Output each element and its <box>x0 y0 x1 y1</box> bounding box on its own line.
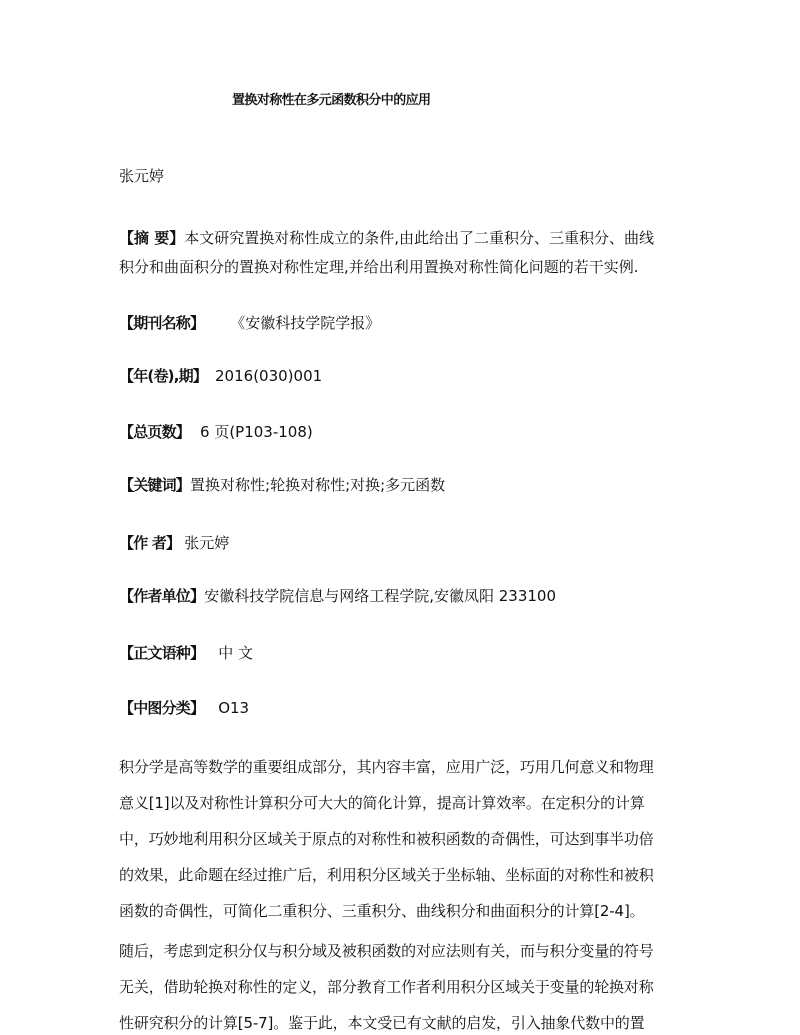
meta-keywords <box>119 474 445 495</box>
meta-classification <box>119 697 249 718</box>
meta-language <box>119 642 253 663</box>
body-line: 随后，考虑到定积分仅与积分域及被积函数的对应法则有关，而与积分变量的符号 <box>119 942 654 960</box>
meta-value: 张元婷 <box>184 534 230 552</box>
abstract-line <box>119 224 689 253</box>
meta-label: 【总页数】 <box>119 423 191 441</box>
abstract-section <box>119 224 689 282</box>
meta-author <box>119 532 229 553</box>
meta-affiliation <box>119 585 556 606</box>
meta-label: 【正文语种】 <box>119 644 205 662</box>
meta-value: 安徽科技学院信息与网络工程学院,安徽凤阳 233100 <box>204 587 557 605</box>
meta-label: 【作者单位】 <box>119 587 205 605</box>
meta-year-volume-issue <box>119 365 322 386</box>
meta-label: 【关键词】 <box>119 476 191 494</box>
meta-label: 【年(卷),期】 <box>119 367 208 385</box>
body-paragraph <box>119 752 691 932</box>
meta-value: 《安徽科技学院学报》 <box>230 314 381 332</box>
meta-value: 2016(030)001 <box>215 367 323 385</box>
body-line: 意义[1]以及对称性计算积分可大大的简化计算，提高计算效率。在定积分的计算 <box>119 794 645 812</box>
abstract-line: 积分和曲面积分的置换对称性定理,并给出利用置换对称性简化问题的若干实例. <box>119 258 639 276</box>
meta-value: 中 文 <box>218 644 253 662</box>
body-line: 的效果，此命题在经过推广后，利用积分区域关于坐标轴、坐标面的对称性和被积 <box>119 866 654 884</box>
body-line: 积分学是高等数学的重要组成部分，其内容丰富，应用广泛，巧用几何意义和物理 <box>119 758 654 776</box>
meta-value: 6 页(P103-108) <box>200 423 313 441</box>
author-name: 张元婷 <box>119 167 165 185</box>
meta-label: 【中图分类】 <box>119 699 205 717</box>
abstract-label: 【摘 要】 <box>119 229 185 247</box>
meta-label: 【作 者】 <box>119 534 181 552</box>
meta-journal <box>119 312 380 333</box>
meta-value: 置换对称性;轮换对称性;对换;多元函数 <box>190 476 446 494</box>
body-line: 无关，借助轮换对称性的定义，部分教育工作者利用积分区域关于变量的轮换对称 <box>119 978 654 996</box>
body-paragraph <box>119 936 691 1035</box>
body-text <box>119 752 691 1035</box>
meta-value: O13 <box>218 699 250 717</box>
paper-title: 置换对称性在多元函数积分中的应用 <box>232 93 431 108</box>
abstract-text: 本文研究置换对称性成立的条件,由此给出了二重积分、三重积分、曲线 <box>184 229 655 247</box>
body-line: 性研究积分的计算[5-7]。鉴于此，本文受已有文献的启发，引入抽象代数中的置 <box>119 1014 645 1032</box>
meta-label: 【期刊名称】 <box>119 314 205 332</box>
body-line: 中，巧妙地利用积分区域关于原点的对称性和被积函数的奇偶性，可达到事半功倍 <box>119 830 654 848</box>
meta-page-count <box>119 421 313 442</box>
body-line: 函数的奇偶性，可简化二重积分、三重积分、曲线积分和曲面积分的计算[2-4]。 <box>119 902 645 920</box>
